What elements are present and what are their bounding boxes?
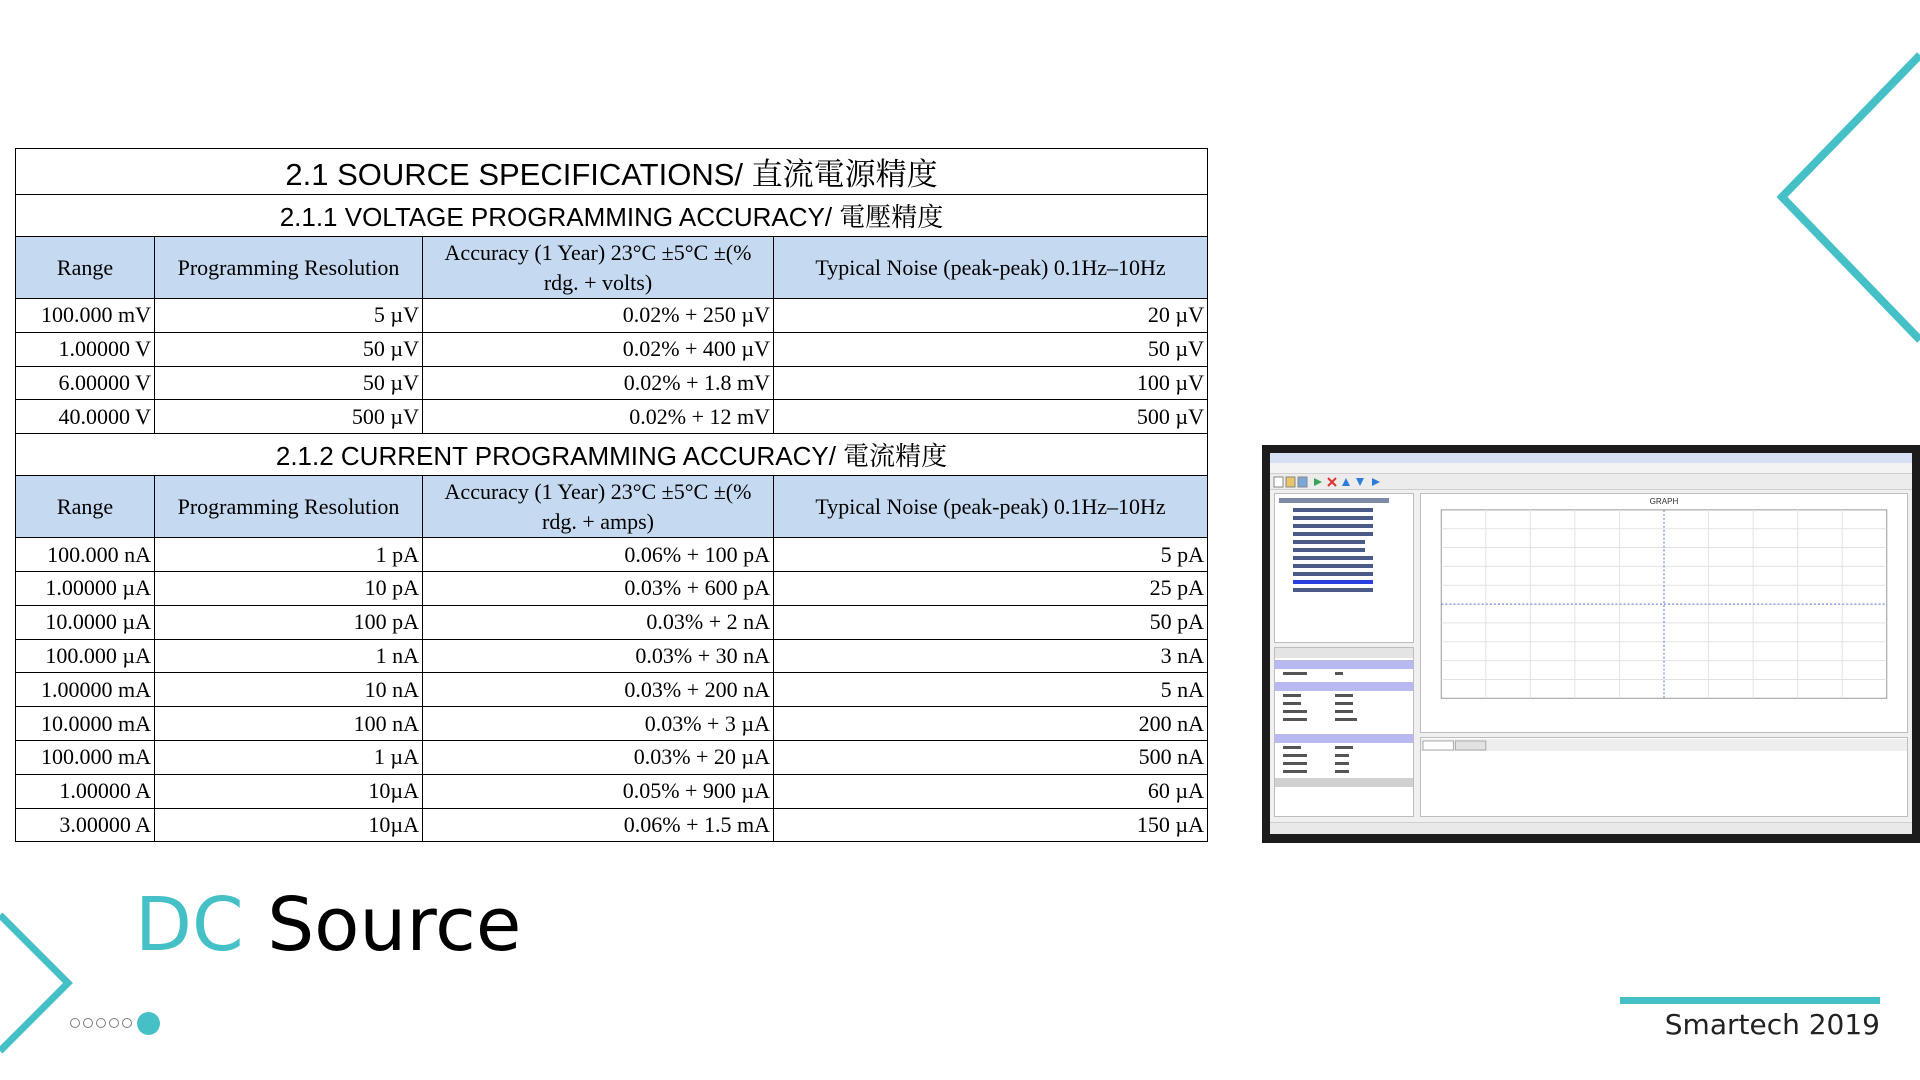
current-header-row	[16, 476, 1208, 538]
footer-text: Smartech 2019	[1664, 1008, 1880, 1041]
cell-accuracy: 0.03% + 2 nA	[423, 605, 774, 639]
table-row	[16, 299, 1208, 333]
cell-resolution: 100 pA	[155, 605, 423, 639]
table-row	[16, 774, 1208, 808]
cell-noise: 200 nA	[774, 707, 1208, 741]
graph-plot	[1421, 494, 1907, 732]
cell-accuracy: 0.03% + 600 pA	[423, 571, 774, 605]
cell-range: 1.00000 V	[16, 332, 155, 366]
header-accuracy-line1: Accuracy (1 Year) 23°C ±5°C ±(%	[444, 478, 752, 504]
cell-accuracy: 0.02% + 12 mV	[423, 400, 774, 434]
header-range: Range	[16, 237, 155, 299]
cell-range: 100.000 nA	[16, 538, 155, 572]
cell-range: 1.00000 µA	[16, 571, 155, 605]
properties-pane	[1274, 647, 1414, 817]
cell-resolution: 50 µV	[155, 366, 423, 400]
cell-resolution: 5 µV	[155, 299, 423, 333]
table-title: 2.1 SOURCE SPECIFICATIONS/ 直流電源精度	[16, 149, 1208, 195]
cell-range: 1.00000 mA	[16, 673, 155, 707]
software-screenshot	[1262, 445, 1920, 843]
window-statusbar	[1270, 822, 1912, 834]
cell-noise: 60 µA	[774, 774, 1208, 808]
header-resolution: Programming Resolution	[155, 476, 423, 538]
current-subtitle: 2.1.2 CURRENT PROGRAMMING ACCURACY/ 電流精度	[16, 434, 1208, 476]
table-row	[16, 740, 1208, 774]
progress-dot	[83, 1018, 93, 1028]
cell-resolution: 10µA	[155, 808, 423, 842]
file-tree-pane	[1274, 493, 1414, 643]
cell-noise: 25 pA	[774, 571, 1208, 605]
software-window	[1270, 453, 1912, 834]
cell-accuracy: 0.06% + 1.5 mA	[423, 808, 774, 842]
cell-range: 100.000 mA	[16, 740, 155, 774]
progress-dot	[122, 1018, 132, 1028]
table-row	[16, 332, 1208, 366]
cell-noise: 50 µV	[774, 332, 1208, 366]
cell-noise: 3 nA	[774, 639, 1208, 673]
header-range: Range	[16, 476, 155, 538]
cell-range: 10.0000 mA	[16, 707, 155, 741]
cell-range: 100.000 mV	[16, 299, 155, 333]
cell-resolution: 10 pA	[155, 571, 423, 605]
window-titlebar	[1270, 453, 1912, 463]
top-right-chevron-decoration	[1770, 40, 1920, 360]
cell-accuracy: 0.03% + 20 µA	[423, 740, 774, 774]
progress-dot-current	[137, 1012, 160, 1035]
header-accuracy	[423, 237, 774, 299]
cell-range: 1.00000 A	[16, 774, 155, 808]
progress-dot	[70, 1018, 80, 1028]
cell-noise: 150 µA	[774, 808, 1208, 842]
source-specifications-table	[15, 148, 1207, 842]
footer-accent-bar	[1620, 997, 1880, 1004]
cell-noise: 5 pA	[774, 538, 1208, 572]
cell-resolution: 1 pA	[155, 538, 423, 572]
table-row	[16, 639, 1208, 673]
table-title-row	[16, 149, 1208, 195]
voltage-subtitle-row	[16, 195, 1208, 237]
cell-resolution: 50 µV	[155, 332, 423, 366]
cell-resolution: 10 nA	[155, 673, 423, 707]
table-row	[16, 605, 1208, 639]
voltage-subtitle: 2.1.1 VOLTAGE PROGRAMMING ACCURACY/ 電壓精度	[16, 195, 1208, 237]
window-toolbar	[1270, 474, 1912, 490]
header-accuracy	[423, 476, 774, 538]
cell-resolution: 1 nA	[155, 639, 423, 673]
bottom-left-chevron-decoration	[0, 905, 80, 1080]
header-noise: Typical Noise (peak-peak) 0.1Hz–10Hz	[774, 237, 1208, 299]
output-log-pane	[1420, 737, 1908, 817]
slide-progress-dots	[70, 1010, 160, 1036]
voltage-header-row	[16, 237, 1208, 299]
file-tree-lines	[1275, 494, 1413, 642]
current-subtitle-row	[16, 434, 1208, 476]
cell-resolution: 1 µA	[155, 740, 423, 774]
cell-range: 3.00000 A	[16, 808, 155, 842]
table-row	[16, 707, 1208, 741]
cell-accuracy: 0.02% + 400 µV	[423, 332, 774, 366]
cell-accuracy: 0.03% + 30 nA	[423, 639, 774, 673]
cell-accuracy: 0.03% + 200 nA	[423, 673, 774, 707]
slide-title-rest: Source	[267, 882, 522, 968]
table-row	[16, 808, 1208, 842]
toolbar-icons	[1270, 474, 1420, 490]
cell-range: 10.0000 µA	[16, 605, 155, 639]
window-menubar	[1270, 463, 1912, 474]
slide-title-accent: DC	[135, 882, 244, 968]
cell-resolution: 500 µV	[155, 400, 423, 434]
cell-accuracy: 0.05% + 900 µA	[423, 774, 774, 808]
header-accuracy-line2: rdg. + amps)	[542, 508, 654, 534]
table-row	[16, 673, 1208, 707]
cell-resolution: 10µA	[155, 774, 423, 808]
table-row	[16, 571, 1208, 605]
slide-title	[135, 880, 521, 970]
table-row	[16, 538, 1208, 572]
cell-range: 6.00000 V	[16, 366, 155, 400]
progress-dot	[109, 1018, 119, 1028]
graph-pane	[1420, 493, 1908, 733]
cell-resolution: 100 nA	[155, 707, 423, 741]
cell-accuracy: 0.02% + 250 µV	[423, 299, 774, 333]
cell-accuracy: 0.03% + 3 µA	[423, 707, 774, 741]
cell-range: 40.0000 V	[16, 400, 155, 434]
progress-dot	[96, 1018, 106, 1028]
table-row	[16, 366, 1208, 400]
header-accuracy-line1: Accuracy (1 Year) 23°C ±5°C ±(%	[444, 239, 752, 265]
properties-grid	[1275, 648, 1413, 816]
cell-accuracy: 0.02% + 1.8 mV	[423, 366, 774, 400]
graph-title: GRAPH	[1649, 496, 1679, 506]
cell-noise: 20 µV	[774, 299, 1208, 333]
cell-noise: 5 nA	[774, 673, 1208, 707]
log-tabs	[1421, 739, 1907, 751]
cell-noise: 500 nA	[774, 740, 1208, 774]
cell-noise: 500 µV	[774, 400, 1208, 434]
cell-range: 100.000 µA	[16, 639, 155, 673]
cell-accuracy: 0.06% + 100 pA	[423, 538, 774, 572]
table-row	[16, 400, 1208, 434]
cell-noise: 50 pA	[774, 605, 1208, 639]
header-resolution: Programming Resolution	[155, 237, 423, 299]
header-noise: Typical Noise (peak-peak) 0.1Hz–10Hz	[774, 476, 1208, 538]
header-accuracy-line2: rdg. + volts)	[543, 269, 653, 295]
cell-noise: 100 µV	[774, 366, 1208, 400]
